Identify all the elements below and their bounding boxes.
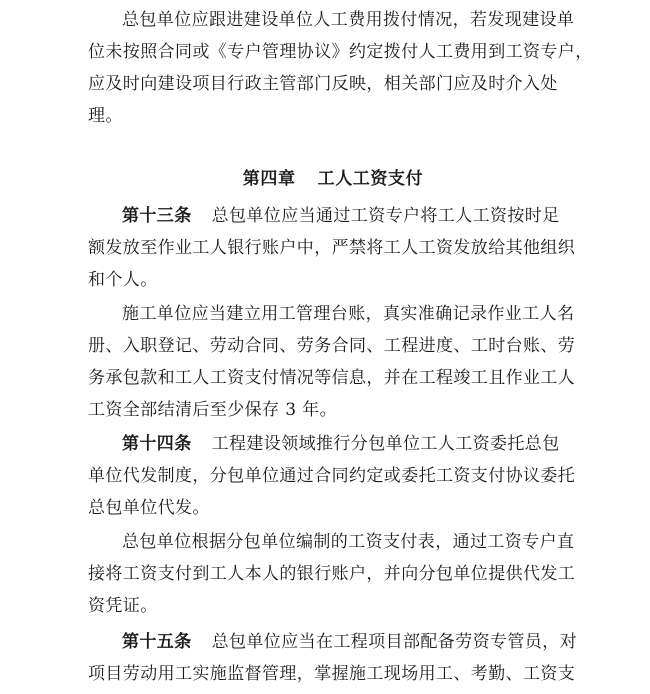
- chapter-title: 工人工资支付: [317, 169, 424, 189]
- paragraph-line: 位未按照合同或《专户管理协议》约定拨付人工费用到工资专户，: [88, 42, 593, 62]
- article-13-paragraph-2: [88, 298, 578, 426]
- article-13: [88, 200, 578, 296]
- paragraph-line: 和个人。: [88, 270, 158, 290]
- paragraph-line: 接将工资支付到工人本人的银行账户，并向分包单位提供代发工: [88, 564, 576, 584]
- paragraph-line: 应及时向建设项目行政主管部门反映，相关部门应及时介入处: [88, 74, 558, 94]
- paragraph-line: 总包单位根据分包单位编制的工资支付表，通过工资专户直: [122, 532, 575, 552]
- paragraph-intro: [88, 4, 593, 132]
- article-label: 第十四条: [122, 434, 192, 454]
- chapter-number: 第四章: [242, 169, 296, 189]
- paragraph-line: 总包单位应当通过工资专户将工人工资按时足: [211, 206, 560, 226]
- paragraph-line: 工资全部结清后至少保存 3 年。: [88, 400, 338, 420]
- paragraph-line: 总包单位应跟进建设单位人工费用拨付情况，若发现建设单: [122, 10, 575, 30]
- paragraph-line: 理。: [88, 106, 123, 126]
- article-14: [88, 428, 578, 524]
- paragraph-line: 务承包款和工人工资支付情况等信息，并在工程竣工且作业工人: [88, 368, 576, 388]
- paragraph-line: 册、入职登记、劳动合同、劳务合同、工程进度、工时台账、劳: [88, 336, 576, 356]
- paragraph-line: 额发放至作业工人银行账户中，严禁将工人工资发放给其他组织: [88, 238, 576, 258]
- article-14-paragraph-2: [88, 526, 578, 622]
- paragraph-line: 资凭证。: [88, 596, 158, 616]
- paragraph-line: 施工单位应当建立用工管理台账，真实准确记录作业工人名: [122, 304, 575, 324]
- article-label: 第十三条: [122, 206, 192, 226]
- article-label: 第十五条: [122, 632, 192, 652]
- chapter-heading: [88, 164, 578, 189]
- paragraph-line: 项目劳动用工实施监督管理，掌握施工现场用工、考勤、工资支: [88, 664, 576, 684]
- paragraph-line: 总包单位代发。: [88, 498, 210, 518]
- article-15: [88, 626, 578, 690]
- paragraph-line: 工程建设领域推行分包单位工人工资委托总包: [211, 434, 560, 454]
- paragraph-line: 单位代发制度，分包单位通过合同约定或委托工资支付协议委托: [88, 466, 576, 486]
- paragraph-line: 总包单位应当在工程项目部配备劳资专管员，对: [211, 632, 578, 652]
